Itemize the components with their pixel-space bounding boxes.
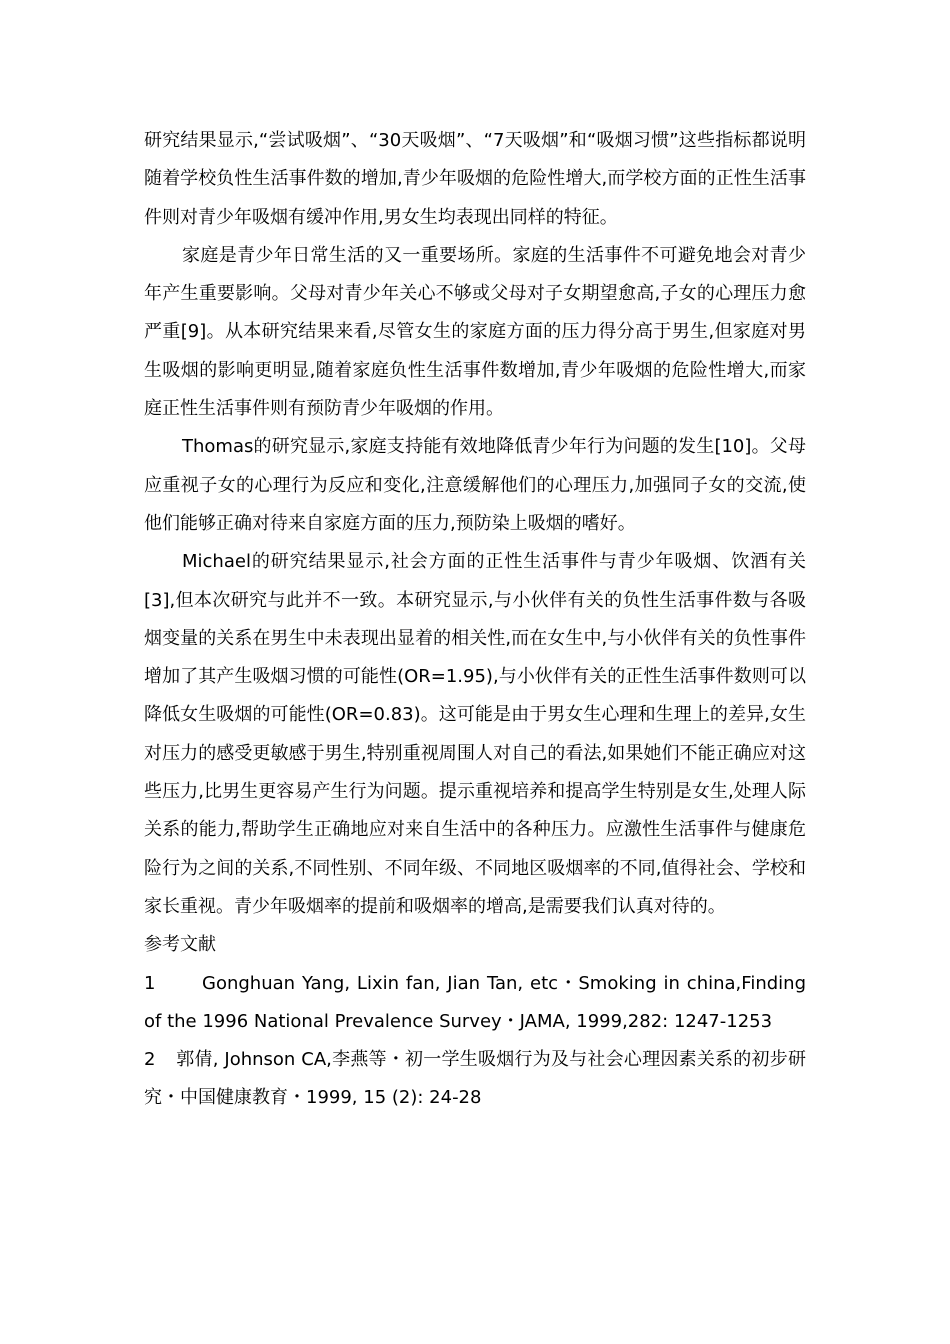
body-paragraph-2: 家庭是青少年日常生活的又一重要场所。家庭的生活事件不可避免地会对青少年产生重要影响。父母对青少年关心不够或父母对子女期望愈高,子女的心理压力愈严重[9]。从本研究结果来看,尽管女生的家庭方面的压力得分高于男生,但家庭对男生吸烟的影响更明显,随着家庭负性生活事件数增加,青少年吸烟的危险性增大,而家庭正性生活事件则有预防青少年吸烟的作用。 (144, 244, 806, 420)
body-paragraph-4: Michael的研究结果显示,社会方面的正性生活事件与青少年吸烟、饮酒有关[3],但本次研究与此并不一致。本研究显示,与小伙伴有关的负性生活事件数与各吸烟变量的关系在男生中未表现出显着的相关性,而在女生中,与小伙伴有关的负性事件增加了其产生吸烟习惯的可能性(OR=1.95),与小伙伴有关的正性生活事件数则可以降低女生吸烟的可能性(OR=0.83)。这可能是由于男女生心理和生理上的差异,女生对压力的感受更敏感于男生,特别重视周围人对自己的看法,如果她们不能正确应对这些压力,比男生更容易产生行为问题。提示重视培养和提高学生特别是女生,处理人际关系的能力,帮助学生正确地应对来自生活中的各种压力。应激性生活事件与健康危险行为之间的关系,不同性别、不同年级、不同地区吸烟率的不同,值得社会、学校和家长重视。青少年吸烟率的提前和吸烟率的增高,是需要我们认真对待的。 (144, 551, 806, 917)
reference-number: 2 (144, 1049, 156, 1071)
body-paragraph-3: Thomas的研究显示,家庭支持能有效地降低青少年行为问题的发生[10]。父母应重视子女的心理行为反应和变化,注意缓解他们的心理压力,加强同子女的交流,使他们能够正确对待来自家庭方面的压力,预防染上吸烟的嗜好。 (144, 436, 806, 534)
reference-number: 1 (144, 972, 156, 994)
reference-item-1 (144, 965, 806, 1042)
reference-item-2 (144, 1041, 806, 1118)
reference-text: 郭倩, Johnson CA,李燕等・初一学生吸烟行为及与社会心理因素关系的初步研究・中国健康教育・1999, 15 (2): 24-28 (144, 1049, 806, 1109)
references-heading: 参考文献 (144, 934, 216, 956)
body-paragraph-1: 研究结果显示,“尝试吸烟”、“30天吸烟”、“7天吸烟”和“吸烟习惯”这些指标都说明随着学校负性生活事件数的增加,青少年吸烟的危险性增大,而学校方面的正性生活事件则对青少年吸烟有缓冲作用,男女生均表现出同样的特征。 (144, 130, 806, 228)
document-page (144, 122, 806, 1118)
reference-text: Gonghuan Yang, Lixin fan, Jian Tan, etc・Smoking in china,Finding of the 1996 National Prevalence Survey・JAMA, 1999,282: 1247-1253 (144, 972, 806, 1032)
